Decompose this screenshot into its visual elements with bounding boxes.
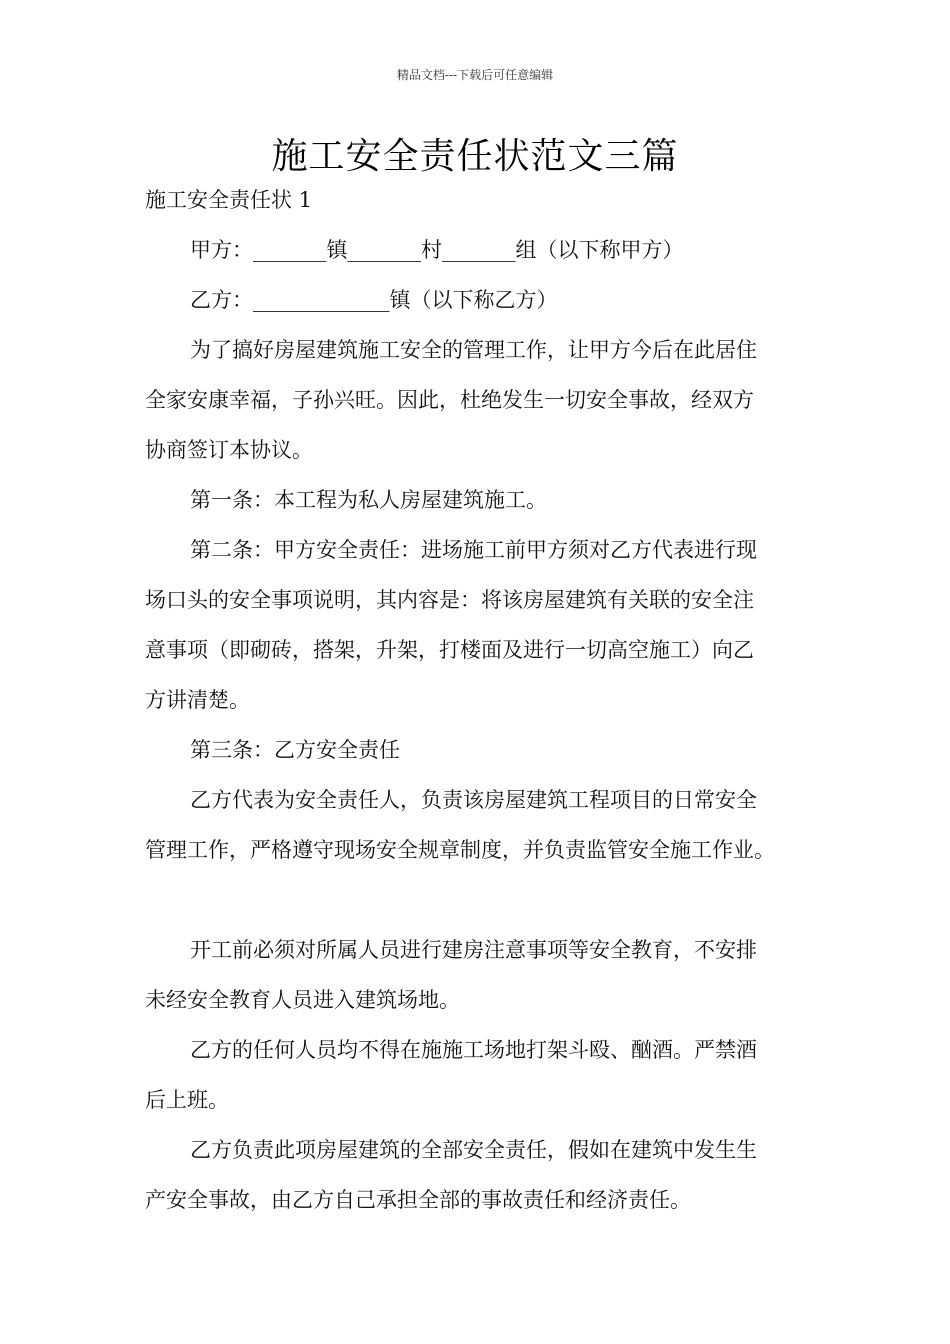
paragraph-line: 未经安全教育人员进入建筑场地。: [145, 988, 460, 1012]
paragraph-line: 全家安康幸福，子孙兴旺。因此，杜绝发生一切安全事故，经双方: [145, 388, 754, 412]
paragraph-line: 乙方的任何人员均不得在施施工场地打架斗殴、酗酒。严禁酒: [190, 1038, 757, 1062]
paragraph-line: 开工前必须对所属人员进行建房注意事项等安全教育，不安排: [190, 938, 757, 962]
paragraph-line: 为了搞好房屋建筑施工安全的管理工作，让甲方今后在此居住: [190, 338, 757, 362]
paragraph-line: 产安全事故，由乙方自己承担全部的事故责任和经济责任。: [145, 1188, 691, 1212]
paragraph-line: 方讲清楚。: [145, 688, 250, 712]
party-a-line: 甲方：_______镇_______村_______组（以下称甲方）: [190, 238, 684, 262]
paragraph-line: 管理工作，严格遵守现场安全规章制度，并负责监管安全施工作业。: [145, 838, 775, 862]
section-heading: 施工安全责任状 1: [145, 188, 313, 212]
paragraph-line: 乙方代表为安全责任人，负责该房屋建筑工程项目的日常安全: [190, 788, 757, 812]
paragraph-line: 协商签订本协议。: [145, 438, 313, 462]
paragraph-line: 乙方负责此项房屋建筑的全部安全责任，假如在建筑中发生生: [190, 1138, 757, 1162]
document-title: 施工安全责任状范文三篇: [271, 136, 679, 177]
article-1-line: 第一条：本工程为私人房屋建筑施工。: [190, 488, 547, 512]
article-2-line: 第二条：甲方安全责任：进场施工前甲方须对乙方代表进行现: [190, 538, 757, 562]
page-header: 精品文档---下载后可任意编辑: [396, 68, 554, 82]
paragraph-line: 意事项（即砌砖，搭架，升架，打楼面及进行一切高空施工）向乙: [145, 638, 754, 662]
article-3-line: 第三条：乙方安全责任: [190, 738, 400, 762]
paragraph-line: 后上班。: [145, 1088, 229, 1112]
party-b-line: 乙方：_____________镇（以下称乙方）: [190, 288, 558, 312]
paragraph-line: 场口头的安全事项说明，其内容是：将该房屋建筑有关联的安全注: [145, 588, 754, 612]
